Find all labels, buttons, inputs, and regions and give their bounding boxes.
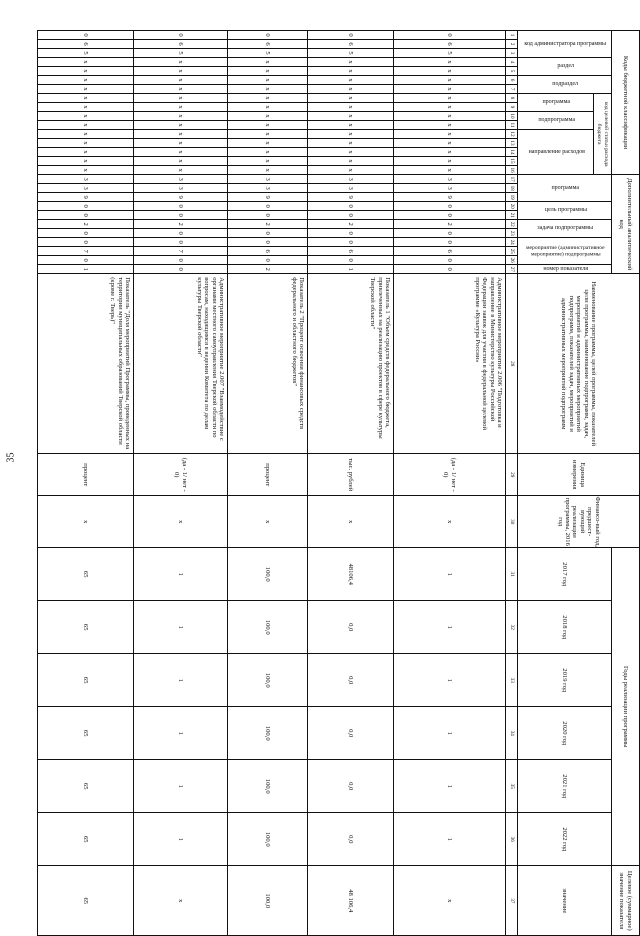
column-number: 23 — [506, 229, 518, 238]
code-cell: x — [228, 139, 308, 148]
admin-code-header: код администратора программы — [518, 31, 612, 58]
column-number: 31 — [506, 548, 518, 601]
code-cell: 6 — [394, 40, 506, 49]
column-number: 25 — [506, 247, 518, 256]
target-value-cell: x — [394, 866, 506, 936]
code-cell: 0 — [134, 229, 228, 238]
code-cell: 6 — [308, 40, 394, 49]
row-name-cell: Показатель 2 "Процент освоения финансовых средств федерального и областного бюджетов" — [228, 274, 308, 454]
code-cell: 0 — [38, 211, 134, 220]
year-value-cell: 100,0 — [228, 654, 308, 707]
code-cell: x — [38, 148, 134, 157]
fin-year-cell: x — [134, 496, 228, 548]
code-cell: 0 — [228, 202, 308, 211]
code-cell: x — [308, 67, 394, 76]
column-number: 27 — [506, 265, 518, 274]
code-cell: x — [38, 58, 134, 67]
column-number: 3 — [506, 49, 518, 58]
code-cell: x — [38, 103, 134, 112]
column-number: 21 — [506, 211, 518, 220]
code-cell: x — [38, 130, 134, 139]
code-cell: x — [134, 166, 228, 175]
year-value-cell: 0,0 — [308, 760, 394, 813]
document-page — [50, 30, 640, 931]
year-value-cell: 48106,4 — [308, 548, 394, 601]
code-cell: 6 — [134, 40, 228, 49]
code-cell: 9 — [308, 193, 394, 202]
code-cell: x — [134, 58, 228, 67]
subprogram-subheader: подпрограмма — [518, 112, 594, 130]
year-value-cell: 1 — [394, 813, 506, 866]
column-number: 8 — [506, 94, 518, 103]
code-cell: 6 — [228, 247, 308, 256]
subsection-header: подраздел — [518, 76, 612, 94]
column-number: 12 — [506, 130, 518, 139]
code-cell: 3 — [134, 175, 228, 184]
target-value-cell: 48 106,4 — [308, 866, 394, 936]
unit-cell: процент — [228, 454, 308, 496]
code-cell: x — [134, 121, 228, 130]
column-number: 1 — [506, 31, 518, 40]
code-cell: 0 — [394, 238, 506, 247]
fin-year-cell: x — [394, 496, 506, 548]
code-cell: 5 — [134, 49, 228, 58]
code-cell: x — [308, 166, 394, 175]
program-subheader: программа — [518, 94, 594, 112]
code-cell: 3 — [308, 175, 394, 184]
code-cell: x — [394, 130, 506, 139]
code-cell: x — [228, 166, 308, 175]
code-cell: 5 — [38, 49, 134, 58]
row-name-cell: Административное мероприятие 2.006 "Подготовка и направление в Министерство культуры Российской Федерации заявок для участия в федеральной целевой программе «Культура России» — [394, 274, 506, 454]
year-value-cell: 1 — [134, 654, 228, 707]
code-cell: 1 — [38, 265, 134, 274]
code-cell: x — [394, 103, 506, 112]
column-number: 22 — [506, 220, 518, 229]
code-cell: 0 — [38, 31, 134, 40]
direction-subheader: направление расходов — [518, 130, 594, 175]
code-cell: x — [394, 148, 506, 157]
code-cell: 0 — [308, 202, 394, 211]
code-cell: 0 — [394, 31, 506, 40]
code-cell: x — [394, 139, 506, 148]
fin-year-cell: x — [228, 496, 308, 548]
fin-year-cell: x — [38, 496, 134, 548]
year-value-cell: 65 — [38, 548, 134, 601]
code-cell: x — [394, 157, 506, 166]
code-cell: x — [228, 76, 308, 85]
code-cell: 3 — [38, 184, 134, 193]
row-name-cell: Административное мероприятие 2.007 "Взаимодействие с органами местного самоуправления Тверской области по вопросам, находящимся в ведении Комитета по делам культуры Тверской области" — [134, 274, 228, 454]
code-cell: 9 — [394, 193, 506, 202]
column-number: 15 — [506, 157, 518, 166]
code-cell: 0 — [38, 238, 134, 247]
code-cell: 0 — [308, 256, 394, 265]
code-cell: 0 — [228, 31, 308, 40]
code-cell: x — [394, 85, 506, 94]
target-value-cell: x — [134, 866, 228, 936]
code-cell: x — [38, 85, 134, 94]
table-row — [394, 31, 506, 936]
program-indicators-table — [37, 30, 640, 936]
table-row — [228, 31, 308, 936]
year-value-cell: 1 — [134, 813, 228, 866]
column-number: 34 — [506, 707, 518, 760]
code-cell: x — [228, 148, 308, 157]
code-cell: 2 — [394, 220, 506, 229]
years-group-header: Годы реализации программы — [612, 548, 640, 866]
year-value-cell: 0,0 — [308, 707, 394, 760]
year-value-cell: 1 — [394, 707, 506, 760]
year-value-cell: 1 — [394, 601, 506, 654]
year-2018-header: 2018 год — [518, 601, 612, 654]
code-cell: 0 — [228, 211, 308, 220]
table-body — [38, 31, 506, 936]
code-cell: 0 — [308, 31, 394, 40]
column-number: 10 — [506, 112, 518, 121]
code-cell: x — [134, 112, 228, 121]
column-number: 14 — [506, 148, 518, 157]
code-cell: 0 — [308, 211, 394, 220]
column-number: 9 — [506, 103, 518, 112]
code-cell: 0 — [38, 202, 134, 211]
name-column-header: Наименование программы, целей программы, показателей цели программы, наименование подпрограмм, задач, мероприятий и административных мероприятий подпрограмм, показателей задач, мероприятий и административных мероприятий подпрограмм — [518, 274, 640, 454]
fin-year-column-header: Финансо-вый год, предшест-вующий реализации программы, 2016 год — [518, 496, 640, 548]
code-cell: 0 — [308, 229, 394, 238]
code-cell: x — [308, 148, 394, 157]
column-number: 4 — [506, 58, 518, 67]
table-row — [308, 31, 394, 936]
code-cell: 0 — [134, 31, 228, 40]
code-cell: x — [228, 67, 308, 76]
code-cell: x — [134, 94, 228, 103]
code-cell: 6 — [308, 247, 394, 256]
code-cell: 3 — [228, 184, 308, 193]
column-number: 2 — [506, 40, 518, 49]
target-group-header: Целевое (суммарное) значение показателя — [612, 866, 640, 936]
code-cell: x — [134, 130, 228, 139]
year-2019-header: 2019 год — [518, 654, 612, 707]
code-cell: 6 — [38, 40, 134, 49]
column-number: 19 — [506, 193, 518, 202]
code-cell: x — [228, 58, 308, 67]
code-cell: x — [394, 166, 506, 175]
code-cell: 0 — [228, 229, 308, 238]
code-cell: 0 — [394, 229, 506, 238]
code-cell: 3 — [394, 184, 506, 193]
year-value-cell: 1 — [394, 548, 506, 601]
code-cell: 0 — [134, 211, 228, 220]
column-number: 32 — [506, 601, 518, 654]
code-cell: 2 — [228, 265, 308, 274]
code-cell: x — [38, 76, 134, 85]
column-number: 33 — [506, 654, 518, 707]
code-cell: 1 — [308, 265, 394, 274]
code-cell: x — [228, 157, 308, 166]
analytic-code-header: Дополнительный аналитический код — [612, 175, 640, 274]
section-header: раздел — [518, 58, 612, 76]
analytic-goal-header: цель программы — [518, 202, 612, 220]
code-cell: 0 — [134, 265, 228, 274]
code-cell: x — [38, 112, 134, 121]
code-cell: 3 — [308, 184, 394, 193]
year-value-cell: 1 — [134, 548, 228, 601]
code-cell: 0 — [394, 265, 506, 274]
code-cell: 5 — [394, 49, 506, 58]
table-row — [38, 31, 134, 936]
column-number: 35 — [506, 760, 518, 813]
code-cell: x — [394, 76, 506, 85]
target-value-cell: 65 — [38, 866, 134, 936]
code-cell: 3 — [134, 184, 228, 193]
code-cell: 0 — [134, 238, 228, 247]
code-cell: 2 — [308, 220, 394, 229]
code-cell: x — [308, 76, 394, 85]
code-cell: x — [308, 112, 394, 121]
indicator-number-header: номер показателя — [518, 265, 612, 274]
code-cell: x — [308, 139, 394, 148]
code-cell: x — [38, 166, 134, 175]
year-value-cell: 1 — [134, 760, 228, 813]
code-cell: x — [134, 76, 228, 85]
code-cell: 0 — [38, 256, 134, 265]
year-value-cell: 65 — [38, 813, 134, 866]
row-name-cell: Показатель 1 "Объем средств федерального бюджета, привлеченных на реализацию проектов в сфере культуры Тверской области" — [308, 274, 394, 454]
code-cell: x — [38, 121, 134, 130]
target-article-header: код целевой статьи расхода бюджета — [594, 94, 612, 175]
column-number: 24 — [506, 238, 518, 247]
unit-cell: (да - 1/ нет - 0) — [134, 454, 228, 496]
code-cell: 0 — [134, 202, 228, 211]
unit-cell: тыс. рублей — [308, 454, 394, 496]
unit-cell: (да - 1/ нет - 0) — [394, 454, 506, 496]
column-number: 28 — [506, 274, 518, 454]
year-value-cell: 65 — [38, 601, 134, 654]
code-cell: x — [308, 130, 394, 139]
code-cell: x — [228, 130, 308, 139]
code-cell: x — [394, 112, 506, 121]
year-2020-header: 2020 год — [518, 707, 612, 760]
year-value-cell: 0,0 — [308, 813, 394, 866]
code-cell: 0 — [394, 211, 506, 220]
column-number: 36 — [506, 813, 518, 866]
code-cell: 9 — [134, 193, 228, 202]
code-cell: x — [38, 67, 134, 76]
code-cell: x — [308, 58, 394, 67]
page-number: 35 — [5, 452, 17, 463]
unit-cell: процент — [38, 454, 134, 496]
code-cell: x — [394, 94, 506, 103]
code-cell: x — [394, 67, 506, 76]
code-cell: 2 — [228, 220, 308, 229]
column-numbers-row — [506, 31, 518, 936]
year-value-cell: 100,0 — [228, 707, 308, 760]
column-number: 17 — [506, 175, 518, 184]
column-number: 26 — [506, 256, 518, 265]
code-cell: 3 — [38, 175, 134, 184]
year-value-cell: 100,0 — [228, 601, 308, 654]
code-cell: 0 — [394, 256, 506, 265]
code-cell: x — [308, 157, 394, 166]
year-value-cell: 100,0 — [228, 548, 308, 601]
code-cell: x — [228, 121, 308, 130]
code-cell: 6 — [394, 247, 506, 256]
code-cell: 2 — [134, 220, 228, 229]
code-cell: 7 — [134, 247, 228, 256]
year-2022-header: 2022 год — [518, 813, 612, 866]
column-number: 7 — [506, 85, 518, 94]
code-cell: 5 — [228, 49, 308, 58]
code-cell: x — [308, 94, 394, 103]
code-cell: 6 — [228, 40, 308, 49]
budget-classification-header: Коды бюджетной классификации — [612, 31, 640, 175]
year-value-cell: 1 — [134, 707, 228, 760]
code-cell: 5 — [308, 49, 394, 58]
code-cell: x — [228, 85, 308, 94]
code-cell: x — [134, 103, 228, 112]
code-cell: x — [38, 94, 134, 103]
code-cell: x — [38, 139, 134, 148]
column-number: 11 — [506, 121, 518, 130]
code-cell: 0 — [134, 256, 228, 265]
year-value-cell: 0,0 — [308, 601, 394, 654]
analytic-activity-header: мероприятие (административное мероприятие) подпрограммы — [518, 238, 612, 265]
code-cell: x — [308, 121, 394, 130]
year-value-cell: 65 — [38, 760, 134, 813]
year-value-cell: 65 — [38, 654, 134, 707]
column-number: 16 — [506, 166, 518, 175]
code-cell: 0 — [38, 229, 134, 238]
code-cell: x — [134, 139, 228, 148]
code-cell: 7 — [38, 247, 134, 256]
code-cell: x — [134, 148, 228, 157]
code-cell: 2 — [38, 220, 134, 229]
code-cell: 3 — [228, 175, 308, 184]
year-value-cell: 1 — [134, 601, 228, 654]
analytic-task-header: задача подпрограммы — [518, 220, 612, 238]
column-number: 29 — [506, 454, 518, 496]
column-number: 18 — [506, 184, 518, 193]
code-cell: 0 — [228, 256, 308, 265]
year-value-cell: 1 — [394, 760, 506, 813]
column-number: 5 — [506, 67, 518, 76]
target-value-header: значение — [518, 866, 612, 936]
row-name-cell: Показатель "Доля мероприятий Программы, проведенных на территории муниципальных образований Тверской области (кроме г. Тверь)" — [38, 274, 134, 454]
unit-column-header: Единица измерения — [518, 454, 640, 496]
year-2017-header: 2017 год — [518, 548, 612, 601]
code-cell: x — [228, 112, 308, 121]
code-cell: 3 — [394, 175, 506, 184]
column-number: 13 — [506, 139, 518, 148]
year-value-cell: 0,0 — [308, 654, 394, 707]
table-row — [134, 31, 228, 936]
code-cell: 9 — [38, 193, 134, 202]
code-cell: 9 — [228, 193, 308, 202]
code-cell: 0 — [308, 238, 394, 247]
year-value-cell: 100,0 — [228, 813, 308, 866]
year-value-cell: 100,0 — [228, 760, 308, 813]
column-number: 20 — [506, 202, 518, 211]
year-value-cell: 1 — [394, 654, 506, 707]
code-cell: x — [228, 103, 308, 112]
code-cell: x — [134, 67, 228, 76]
code-cell: 0 — [394, 202, 506, 211]
target-value-cell: 100,0 — [228, 866, 308, 936]
code-cell: x — [394, 121, 506, 130]
code-cell: x — [134, 85, 228, 94]
code-cell: 0 — [228, 238, 308, 247]
code-cell: x — [394, 58, 506, 67]
year-2021-header: 2021 год — [518, 760, 612, 813]
column-number: 6 — [506, 76, 518, 85]
column-number: 37 — [506, 866, 518, 936]
code-cell: x — [134, 157, 228, 166]
code-cell: x — [308, 103, 394, 112]
code-cell: x — [228, 94, 308, 103]
code-cell: x — [38, 157, 134, 166]
analytic-program-header: программа — [518, 175, 612, 202]
column-number: 30 — [506, 496, 518, 548]
code-cell: x — [308, 85, 394, 94]
fin-year-cell: x — [308, 496, 394, 548]
year-value-cell: 65 — [38, 707, 134, 760]
